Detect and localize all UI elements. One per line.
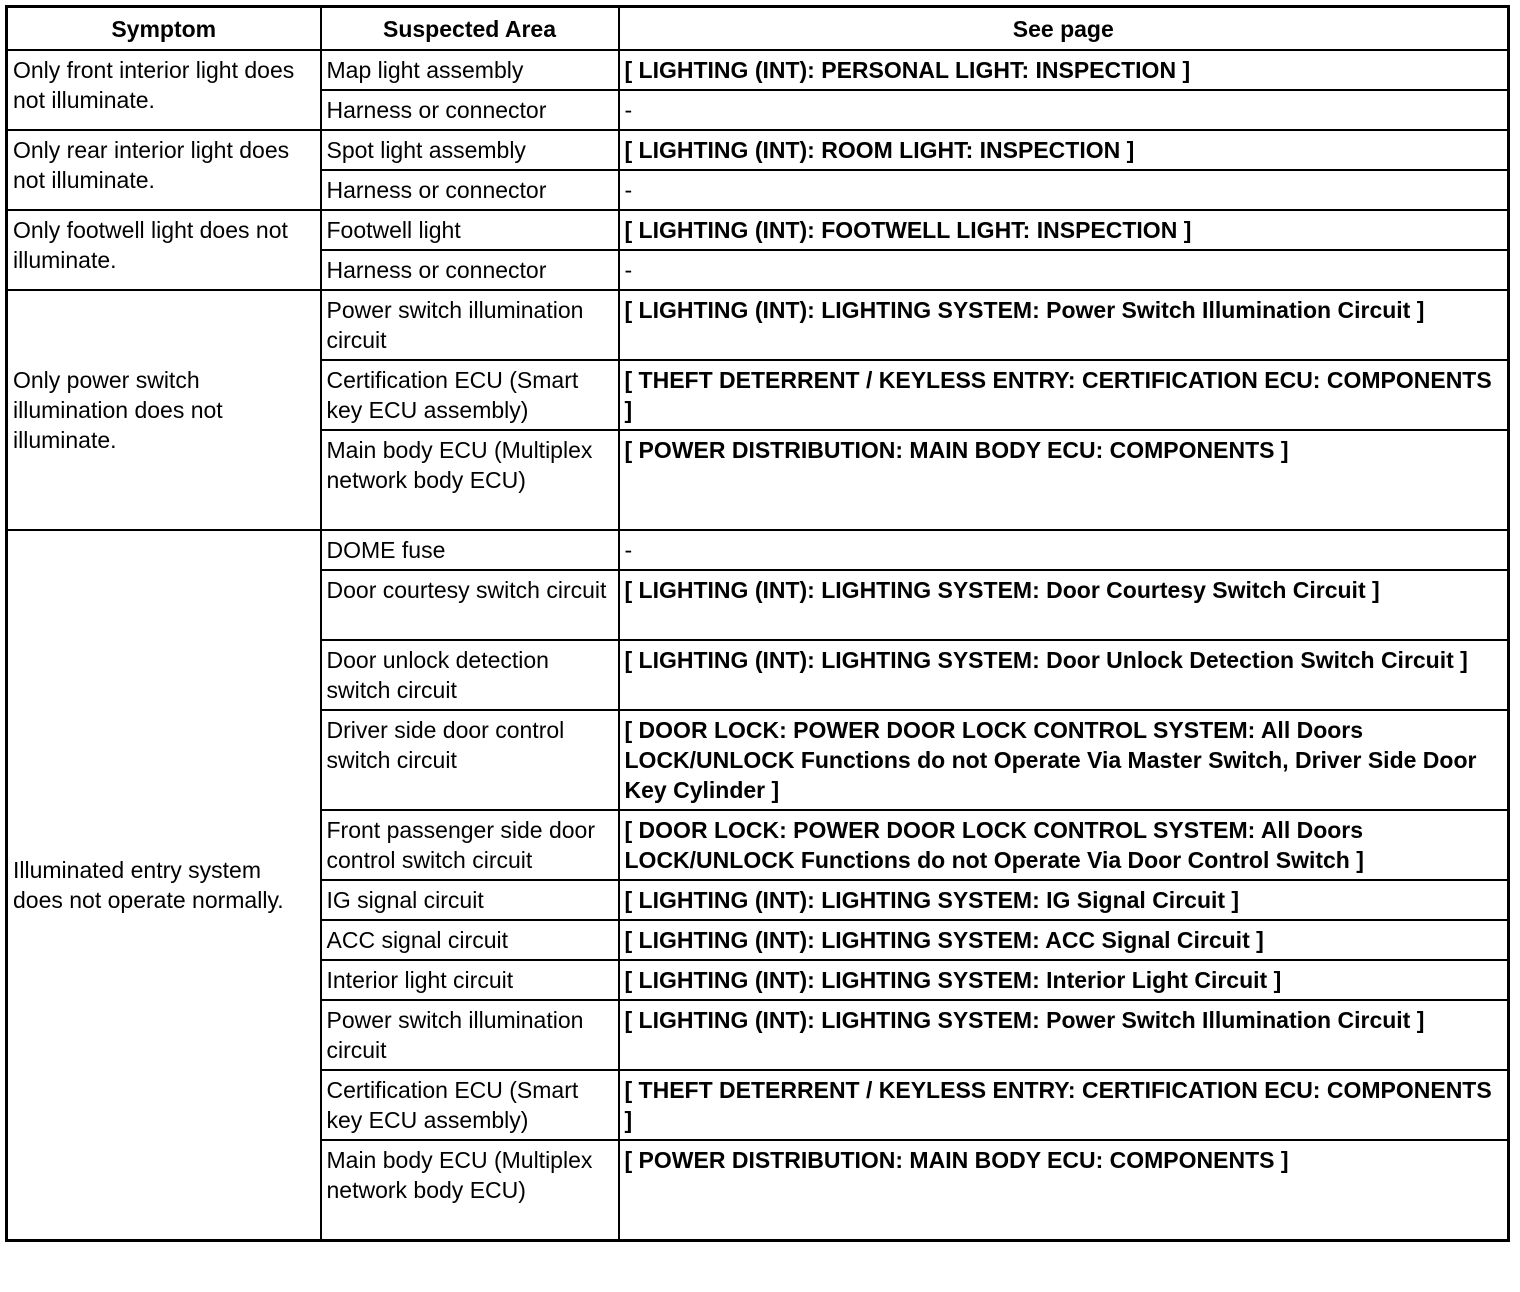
see-page-cell: -: [619, 90, 1509, 130]
symptom-cell: Only power switch illumination does not illuminate.: [7, 290, 321, 530]
table-row: [7, 50, 1509, 90]
suspected-area-cell: Harness or connector: [321, 250, 619, 290]
see-page-link[interactable]: [ LIGHTING (INT): LIGHTING SYSTEM: Door Unlock Detection Switch Circuit ]: [619, 640, 1509, 710]
suspected-area-cell: Harness or connector: [321, 90, 619, 130]
table-row: [7, 530, 1509, 570]
suspected-area-cell: Driver side door control switch circuit: [321, 710, 619, 810]
suspected-area-cell: Certification ECU (Smart key ECU assembly): [321, 1070, 619, 1140]
see-page-link[interactable]: [ LIGHTING (INT): LIGHTING SYSTEM: ACC Signal Circuit ]: [619, 920, 1509, 960]
see-page-link[interactable]: [ THEFT DETERRENT / KEYLESS ENTRY: CERTIFICATION ECU: COMPONENTS ]: [619, 360, 1509, 430]
suspected-area-cell: Power switch illumination circuit: [321, 290, 619, 360]
table-row: [7, 130, 1509, 170]
suspected-area-cell: IG signal circuit: [321, 880, 619, 920]
suspected-area-cell: Footwell light: [321, 210, 619, 250]
see-page-link[interactable]: [ LIGHTING (INT): LIGHTING SYSTEM: Door Courtesy Switch Circuit ]: [619, 570, 1509, 640]
suspected-area-cell: Spot light assembly: [321, 130, 619, 170]
suspected-area-cell: DOME fuse: [321, 530, 619, 570]
page: [5, 5, 1507, 1242]
see-page-link[interactable]: [ LIGHTING (INT): FOOTWELL LIGHT: INSPECTION ]: [619, 210, 1509, 250]
see-page-link[interactable]: [ LIGHTING (INT): LIGHTING SYSTEM: Interior Light Circuit ]: [619, 960, 1509, 1000]
see-page-link[interactable]: [ THEFT DETERRENT / KEYLESS ENTRY: CERTIFICATION ECU: COMPONENTS ]: [619, 1070, 1509, 1140]
header-suspected-area: Suspected Area: [321, 7, 619, 51]
see-page-cell: -: [619, 170, 1509, 210]
suspected-area-cell: Interior light circuit: [321, 960, 619, 1000]
suspected-area-cell: Main body ECU (Multiplex network body ECU): [321, 430, 619, 530]
see-page-link[interactable]: [ LIGHTING (INT): ROOM LIGHT: INSPECTION ]: [619, 130, 1509, 170]
symptom-cell: Only rear interior light does not illuminate.: [7, 130, 321, 210]
see-page-link[interactable]: [ POWER DISTRIBUTION: MAIN BODY ECU: COMPONENTS ]: [619, 1140, 1509, 1241]
suspected-area-cell: Harness or connector: [321, 170, 619, 210]
see-page-link[interactable]: [ LIGHTING (INT): LIGHTING SYSTEM: Power Switch Illumination Circuit ]: [619, 290, 1509, 360]
troubleshooting-table: [5, 5, 1510, 1242]
symptom-cell: Illuminated entry system does not operate normally.: [7, 530, 321, 1241]
see-page-link[interactable]: [ POWER DISTRIBUTION: MAIN BODY ECU: COMPONENTS ]: [619, 430, 1509, 530]
suspected-area-cell: Main body ECU (Multiplex network body ECU): [321, 1140, 619, 1241]
see-page-link[interactable]: [ LIGHTING (INT): LIGHTING SYSTEM: Power Switch Illumination Circuit ]: [619, 1000, 1509, 1070]
suspected-area-cell: Map light assembly: [321, 50, 619, 90]
suspected-area-cell: Door unlock detection switch circuit: [321, 640, 619, 710]
suspected-area-cell: ACC signal circuit: [321, 920, 619, 960]
suspected-area-cell: Certification ECU (Smart key ECU assembly): [321, 360, 619, 430]
suspected-area-cell: Power switch illumination circuit: [321, 1000, 619, 1070]
see-page-link[interactable]: [ LIGHTING (INT): LIGHTING SYSTEM: IG Signal Circuit ]: [619, 880, 1509, 920]
table-row: [7, 210, 1509, 250]
see-page-link[interactable]: [ DOOR LOCK: POWER DOOR LOCK CONTROL SYSTEM: All Doors LOCK/UNLOCK Functions do not Operate Via Door Control Switch ]: [619, 810, 1509, 880]
see-page-link[interactable]: [ DOOR LOCK: POWER DOOR LOCK CONTROL SYSTEM: All Doors LOCK/UNLOCK Functions do not Operate Via Master Switch, Driver Side Door Key Cylinder ]: [619, 710, 1509, 810]
suspected-area-cell: Door courtesy switch circuit: [321, 570, 619, 640]
symptom-cell: Only front interior light does not illuminate.: [7, 50, 321, 130]
header-row: [7, 7, 1509, 51]
suspected-area-cell: Front passenger side door control switch circuit: [321, 810, 619, 880]
see-page-cell: -: [619, 530, 1509, 570]
symptom-cell: Only footwell light does not illuminate.: [7, 210, 321, 290]
see-page-cell: -: [619, 250, 1509, 290]
see-page-link[interactable]: [ LIGHTING (INT): PERSONAL LIGHT: INSPECTION ]: [619, 50, 1509, 90]
header-see-page: See page: [619, 7, 1509, 51]
table-row: [7, 290, 1509, 360]
header-symptom: Symptom: [7, 7, 321, 51]
